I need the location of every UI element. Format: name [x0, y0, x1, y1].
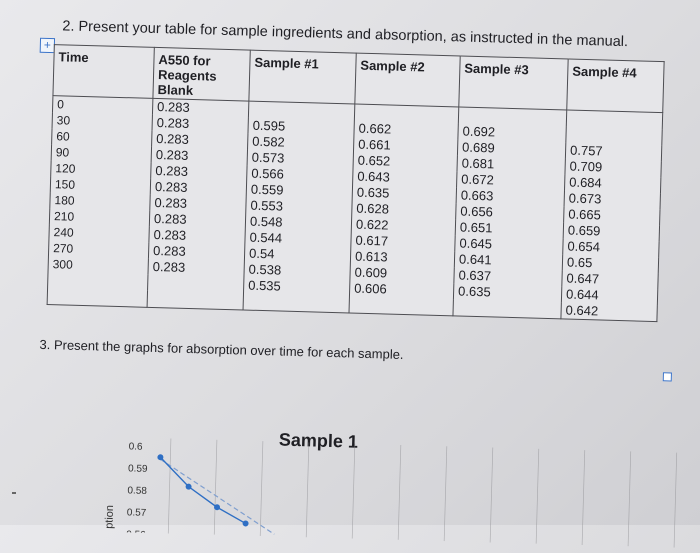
absorbance-cell: 0.643	[353, 169, 457, 188]
absorbance-cell: 0.673	[564, 190, 660, 209]
margin-dash	[12, 492, 16, 494]
absorbance-cell: 0.665	[564, 206, 660, 225]
time-cell: 180	[50, 192, 150, 211]
absorbance-cell: 0.656	[456, 203, 564, 222]
time-cell: 90	[51, 144, 151, 163]
absorbance-cell	[243, 294, 349, 313]
chart-gridline	[306, 442, 309, 537]
absorbance-cell	[349, 296, 453, 315]
absorbance-cell: 0.283	[151, 147, 247, 166]
absorbance-cell: 0.635	[453, 283, 561, 302]
absorbance-cell: 0.283	[149, 211, 245, 230]
chart-gridline	[490, 448, 493, 543]
chart-title: Sample 1	[278, 429, 359, 452]
time-cell: 0	[52, 96, 152, 115]
time-cell: 210	[49, 208, 149, 227]
time-cell: 120	[51, 160, 151, 179]
chart-gridline	[444, 446, 447, 541]
absorbance-cell: 0.283	[152, 115, 248, 134]
absorbance-cell: 0.663	[456, 187, 564, 206]
absorbance-cell: 0.595	[248, 118, 354, 137]
time-cell: 150	[50, 176, 150, 195]
y-tick-label: 0.58	[127, 485, 148, 497]
column-header: Sample #2	[355, 53, 460, 107]
time-cell: 270	[48, 240, 148, 259]
absorbance-cell: 0.548	[245, 214, 351, 233]
table-resize-handle[interactable]	[663, 372, 672, 381]
time-cell: 60	[52, 128, 152, 147]
absorbance-cell: 0.689	[457, 139, 565, 158]
absorbance-cell: 0.651	[455, 219, 563, 238]
absorbance-cell: 0.635	[352, 185, 456, 204]
absorbance-cell: 0.283	[152, 131, 248, 150]
chart-gridline	[536, 449, 539, 544]
time-cell: 240	[49, 224, 149, 243]
chart-gridline	[214, 440, 217, 535]
chart-gridline	[398, 445, 401, 540]
absorbance-cell: 0.573	[247, 150, 353, 169]
absorbance-cell: 0.652	[353, 153, 457, 172]
chart-gridline	[628, 451, 631, 546]
absorbance-cell: 0.672	[457, 171, 565, 190]
absorbance-cell: 0.654	[563, 238, 659, 257]
absorbance-cell: 0.709	[565, 158, 661, 177]
column-header: Sample #1	[249, 50, 356, 104]
absorbance-cell: 0.582	[248, 134, 354, 153]
absorbance-cell: 0.662	[354, 121, 458, 140]
question-2-heading: 2. Present your table for sample ingredients and absorption, as instructed in the manual.	[62, 18, 629, 51]
absorbance-cell: 0.628	[352, 200, 456, 219]
absorbance-cell: 0.661	[353, 137, 457, 156]
column-header: Sample #3	[459, 56, 568, 110]
absorbance-cell: 0.283	[150, 195, 246, 214]
absorbance-cell: 0.622	[351, 216, 455, 235]
absorbance-cell: 0.637	[454, 267, 562, 286]
y-tick-label: 0.56	[126, 529, 146, 541]
absorbance-cell: 0.283	[148, 259, 244, 278]
column-header: Sample #4	[567, 59, 664, 113]
absorbance-cell	[453, 299, 561, 319]
y-axis-label: ption	[103, 504, 117, 530]
absorbance-cell: 0.283	[150, 179, 246, 198]
absorbance-cell: 0.606	[349, 280, 453, 299]
absorbance-cell: 0.692	[458, 123, 566, 142]
absorbance-cell: 0.283	[152, 98, 248, 117]
absorbance-cell: 0.538	[244, 262, 350, 281]
absorption-table	[47, 44, 665, 322]
y-tick-label: 0.59	[127, 463, 148, 475]
trendline	[158, 459, 276, 534]
y-tick-label: 0.57	[126, 507, 147, 519]
question-3-heading: 3. Present the graphs for absorption over time for each sample.	[39, 336, 404, 362]
absorbance-cell: 0.54	[244, 246, 350, 265]
chart-gridline	[260, 441, 263, 536]
absorbance-cell: 0.559	[246, 182, 352, 201]
absorbance-cell: 0.645	[455, 235, 563, 254]
absorbance-cell: 0.283	[151, 163, 247, 182]
absorbance-cell: 0.283	[149, 227, 245, 246]
y-tick-label: 0.6	[128, 441, 143, 453]
absorbance-cell: 0.535	[243, 278, 349, 297]
table-move-handle-icon[interactable]: +	[40, 38, 55, 53]
absorbance-cell: 0.613	[350, 248, 454, 267]
absorbance-cell: 0.681	[457, 155, 565, 174]
column-header: A550 for Reagents Blank	[153, 47, 250, 101]
chart-gridline	[352, 444, 355, 539]
sample-1-chart-svg	[96, 417, 689, 548]
absorbance-cell: 0.283	[148, 243, 244, 262]
column-header: Time	[53, 45, 154, 99]
absorbance-cell: 0.566	[247, 166, 353, 185]
chart-gridline	[168, 439, 171, 534]
sample-1-chart	[96, 417, 689, 548]
absorbance-cell: 0.553	[246, 198, 352, 217]
chart-gridline	[674, 453, 677, 548]
absorbance-cell: 0.642	[561, 302, 657, 321]
time-cell: 30	[52, 112, 152, 131]
absorbance-cell: 0.65	[562, 254, 658, 273]
absorbance-cell	[147, 291, 243, 310]
absorbance-cell: 0.617	[351, 232, 455, 251]
absorbance-cell: 0.684	[565, 174, 661, 193]
series-line	[159, 457, 248, 523]
absorbance-cell: 0.644	[561, 286, 657, 305]
data-point	[242, 520, 248, 526]
absorbance-cell: 0.659	[563, 222, 659, 241]
absorbance-cell: 0.609	[350, 264, 454, 283]
absorbance-cell: 0.647	[562, 270, 658, 289]
chart-gridline	[582, 450, 585, 545]
time-cell	[47, 288, 147, 307]
absorbance-cell: 0.544	[245, 230, 351, 249]
absorbance-cell: 0.757	[565, 142, 661, 161]
time-cell: 300	[48, 256, 148, 275]
absorbance-cell: 0.641	[454, 251, 562, 270]
